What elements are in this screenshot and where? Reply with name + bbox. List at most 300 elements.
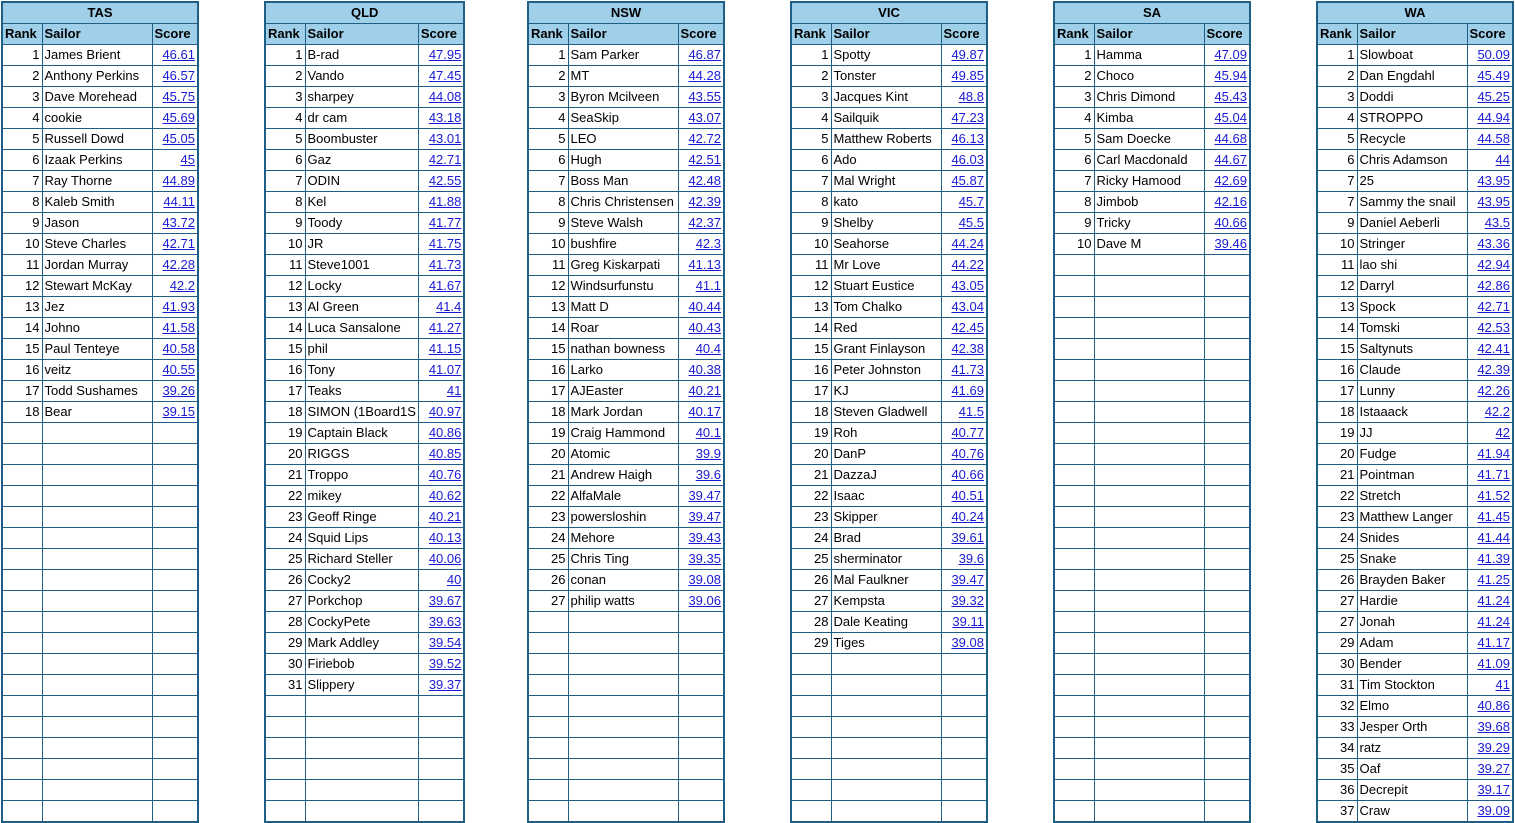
score-cell[interactable]: 41.71 xyxy=(1467,465,1513,486)
sailor-cell: Brad xyxy=(831,528,941,549)
score-cell[interactable]: 42.72 xyxy=(678,129,724,150)
score-cell[interactable]: 43.72 xyxy=(152,213,198,234)
score-cell[interactable]: 39.37 xyxy=(418,675,464,696)
sailor-cell: sherminator xyxy=(831,549,941,570)
score-cell[interactable]: 45 xyxy=(152,150,198,171)
table-row xyxy=(1317,570,1513,591)
score-cell[interactable]: 40.62 xyxy=(418,486,464,507)
score-cell[interactable]: 44.08 xyxy=(418,87,464,108)
score-cell[interactable]: 42.86 xyxy=(1467,276,1513,297)
score-cell[interactable]: 45.05 xyxy=(152,129,198,150)
score-cell[interactable]: 40 xyxy=(418,570,464,591)
table-row xyxy=(265,486,464,507)
table-row xyxy=(265,108,464,129)
score-cell[interactable]: 39.27 xyxy=(1467,759,1513,780)
score-cell[interactable]: 39.54 xyxy=(418,633,464,654)
table-row xyxy=(1054,234,1250,255)
table-row xyxy=(2,129,198,150)
rank-cell xyxy=(2,759,42,780)
score-cell[interactable]: 42.39 xyxy=(1467,360,1513,381)
table-row xyxy=(791,150,987,171)
score-cell xyxy=(152,759,198,780)
score-cell[interactable]: 41.73 xyxy=(941,360,987,381)
score-cell[interactable]: 39.26 xyxy=(152,381,198,402)
score-cell[interactable]: 39.08 xyxy=(941,633,987,654)
rank-cell: 3 xyxy=(265,87,305,108)
sailor-cell: Matthew Roberts xyxy=(831,129,941,150)
sailor-cell xyxy=(42,591,152,612)
score-cell[interactable]: 41.1 xyxy=(678,276,724,297)
score-cell[interactable]: 41.5 xyxy=(941,402,987,423)
score-cell[interactable]: 44.28 xyxy=(678,66,724,87)
score-cell[interactable]: 46.03 xyxy=(941,150,987,171)
score-cell[interactable]: 41.13 xyxy=(678,255,724,276)
rank-cell xyxy=(2,528,42,549)
rank-cell: 1 xyxy=(2,45,42,66)
sailor-cell: Mark Addley xyxy=(305,633,418,654)
score-cell[interactable]: 39.61 xyxy=(941,528,987,549)
score-cell[interactable]: 39.29 xyxy=(1467,738,1513,759)
score-cell[interactable]: 41.17 xyxy=(1467,633,1513,654)
score-cell[interactable]: 42.69 xyxy=(1204,171,1250,192)
rank-cell: 8 xyxy=(1054,192,1094,213)
score-cell[interactable]: 41.45 xyxy=(1467,507,1513,528)
score-cell[interactable]: 39.15 xyxy=(152,402,198,423)
score-cell[interactable]: 42.3 xyxy=(678,234,724,255)
score-cell[interactable]: 39.06 xyxy=(678,591,724,612)
sailor-cell: Tiges xyxy=(831,633,941,654)
rank-cell: 4 xyxy=(791,108,831,129)
rank-cell xyxy=(2,780,42,801)
score-cell[interactable]: 42.39 xyxy=(678,192,724,213)
sailor-cell: Jez xyxy=(42,297,152,318)
score-cell[interactable]: 41.88 xyxy=(418,192,464,213)
score-cell[interactable]: 42.26 xyxy=(1467,381,1513,402)
table-row xyxy=(1054,45,1250,66)
table-row xyxy=(2,633,198,654)
score-cell[interactable]: 45.7 xyxy=(941,192,987,213)
sailor-header: Sailor xyxy=(305,24,418,45)
rank-cell xyxy=(1054,402,1094,423)
table-row xyxy=(1054,738,1250,759)
score-cell[interactable]: 45.75 xyxy=(152,87,198,108)
score-cell[interactable]: 43.05 xyxy=(941,276,987,297)
rank-cell: 18 xyxy=(528,402,568,423)
score-cell[interactable]: 40.66 xyxy=(941,465,987,486)
score-cell[interactable]: 39.09 xyxy=(1467,801,1513,823)
sailor-cell: Claude xyxy=(1357,360,1467,381)
table-row xyxy=(265,654,464,675)
table-row xyxy=(1054,255,1250,276)
score-cell[interactable]: 39.67 xyxy=(418,591,464,612)
rank-cell xyxy=(1054,360,1094,381)
sailor-cell xyxy=(42,780,152,801)
score-cell[interactable]: 43.5 xyxy=(1467,213,1513,234)
score-cell[interactable]: 46.61 xyxy=(152,45,198,66)
rank-cell: 18 xyxy=(2,402,42,423)
score-cell[interactable]: 41.07 xyxy=(418,360,464,381)
score-cell xyxy=(152,717,198,738)
score-cell[interactable]: 39.11 xyxy=(941,612,987,633)
score-cell xyxy=(1204,549,1250,570)
table-row xyxy=(1317,549,1513,570)
table-row xyxy=(2,570,198,591)
score-cell[interactable]: 45.04 xyxy=(1204,108,1250,129)
table-row xyxy=(528,192,724,213)
score-cell[interactable]: 40.44 xyxy=(678,297,724,318)
sailor-cell xyxy=(1094,339,1204,360)
score-cell[interactable]: 41.15 xyxy=(418,339,464,360)
table-row xyxy=(1317,675,1513,696)
score-cell[interactable]: 39.35 xyxy=(678,549,724,570)
score-cell[interactable]: 45.69 xyxy=(152,108,198,129)
score-cell[interactable]: 41.4 xyxy=(418,297,464,318)
rank-cell: 37 xyxy=(1317,801,1357,823)
table-row xyxy=(1054,213,1250,234)
sailor-cell: Darryl xyxy=(1357,276,1467,297)
table-row xyxy=(265,633,464,654)
sailor-cell: Jason xyxy=(42,213,152,234)
score-cell[interactable]: 39.6 xyxy=(678,465,724,486)
sailor-cell: DazzaJ xyxy=(831,465,941,486)
rank-cell: 27 xyxy=(528,591,568,612)
rank-cell: 28 xyxy=(791,612,831,633)
score-cell[interactable]: 41.44 xyxy=(1467,528,1513,549)
score-cell[interactable]: 40.21 xyxy=(418,507,464,528)
sailor-cell xyxy=(42,696,152,717)
score-cell[interactable]: 42.48 xyxy=(678,171,724,192)
score-cell[interactable]: 45.87 xyxy=(941,171,987,192)
sailor-cell: SeaSkip xyxy=(568,108,678,129)
score-cell xyxy=(152,507,198,528)
score-cell xyxy=(152,612,198,633)
score-cell[interactable]: 41 xyxy=(1467,675,1513,696)
sailor-cell: Toody xyxy=(305,213,418,234)
score-cell[interactable]: 43.18 xyxy=(418,108,464,129)
sailor-cell xyxy=(1094,549,1204,570)
rank-cell: 25 xyxy=(528,549,568,570)
score-cell[interactable]: 40.86 xyxy=(1467,696,1513,717)
rank-cell xyxy=(2,444,42,465)
score-cell[interactable]: 41.69 xyxy=(941,381,987,402)
score-cell[interactable]: 41.77 xyxy=(418,213,464,234)
score-cell[interactable]: 41.58 xyxy=(152,318,198,339)
score-cell[interactable]: 41.25 xyxy=(1467,570,1513,591)
score-cell[interactable]: 44.11 xyxy=(152,192,198,213)
score-cell xyxy=(678,696,724,717)
score-cell[interactable]: 43.36 xyxy=(1467,234,1513,255)
score-cell[interactable]: 41.52 xyxy=(1467,486,1513,507)
score-cell[interactable]: 40.1 xyxy=(678,423,724,444)
score-cell[interactable]: 40.86 xyxy=(418,423,464,444)
score-cell[interactable]: 50.09 xyxy=(1467,45,1513,66)
score-cell[interactable]: 41.93 xyxy=(152,297,198,318)
score-cell[interactable]: 43.95 xyxy=(1467,192,1513,213)
rank-cell: 22 xyxy=(528,486,568,507)
score-cell[interactable]: 40.55 xyxy=(152,360,198,381)
rank-cell: 13 xyxy=(2,297,42,318)
score-cell[interactable]: 47.45 xyxy=(418,66,464,87)
rank-cell: 27 xyxy=(791,591,831,612)
score-cell xyxy=(418,801,464,823)
score-cell[interactable]: 39.47 xyxy=(678,507,724,528)
score-cell[interactable]: 42.71 xyxy=(1467,297,1513,318)
rank-header: Rank xyxy=(1054,24,1094,45)
table-row xyxy=(1317,528,1513,549)
sailor-cell: Chris Adamson xyxy=(1357,150,1467,171)
sailor-cell: bushfire xyxy=(568,234,678,255)
score-cell[interactable]: 40.43 xyxy=(678,318,724,339)
score-cell[interactable]: 40.66 xyxy=(1204,213,1250,234)
score-cell[interactable]: 44.67 xyxy=(1204,150,1250,171)
table-row xyxy=(1054,360,1250,381)
score-cell[interactable]: 42.16 xyxy=(1204,192,1250,213)
score-cell[interactable]: 45.43 xyxy=(1204,87,1250,108)
score-cell[interactable]: 45.49 xyxy=(1467,66,1513,87)
table-row xyxy=(1317,591,1513,612)
rank-cell: 15 xyxy=(791,339,831,360)
score-cell[interactable]: 42.71 xyxy=(418,150,464,171)
sailor-cell: Kaleb Smith xyxy=(42,192,152,213)
table-row xyxy=(791,444,987,465)
sailor-header: Sailor xyxy=(1094,24,1204,45)
rank-cell xyxy=(265,780,305,801)
score-cell[interactable]: 47.95 xyxy=(418,45,464,66)
score-cell[interactable]: 42.45 xyxy=(941,318,987,339)
sailor-cell xyxy=(568,633,678,654)
score-cell[interactable]: 41.39 xyxy=(1467,549,1513,570)
score-cell[interactable]: 40.38 xyxy=(678,360,724,381)
sailor-cell: JR xyxy=(305,234,418,255)
score-cell[interactable]: 42.2 xyxy=(152,276,198,297)
score-cell[interactable]: 48.8 xyxy=(941,87,987,108)
rank-cell: 10 xyxy=(265,234,305,255)
score-cell[interactable]: 42.71 xyxy=(152,234,198,255)
table-row xyxy=(1317,696,1513,717)
sailor-cell xyxy=(831,675,941,696)
sailor-cell xyxy=(568,654,678,675)
sailor-cell xyxy=(1094,675,1204,696)
score-cell[interactable]: 42 xyxy=(1467,423,1513,444)
table-row xyxy=(1054,654,1250,675)
sailor-cell xyxy=(305,801,418,823)
table-row xyxy=(1317,423,1513,444)
score-cell[interactable]: 42.55 xyxy=(418,171,464,192)
score-cell[interactable]: 45.25 xyxy=(1467,87,1513,108)
score-cell[interactable]: 43.95 xyxy=(1467,171,1513,192)
rank-cell xyxy=(1054,759,1094,780)
score-cell[interactable]: 44 xyxy=(1467,150,1513,171)
score-cell[interactable]: 46.57 xyxy=(152,66,198,87)
score-cell[interactable]: 40.58 xyxy=(152,339,198,360)
table-row xyxy=(2,444,198,465)
score-cell[interactable]: 41.94 xyxy=(1467,444,1513,465)
rank-cell: 24 xyxy=(791,528,831,549)
score-cell[interactable]: 41.24 xyxy=(1467,591,1513,612)
score-cell[interactable]: 44.68 xyxy=(1204,129,1250,150)
score-cell[interactable]: 47.23 xyxy=(941,108,987,129)
score-cell[interactable]: 39.17 xyxy=(1467,780,1513,801)
sailor-cell: Red xyxy=(831,318,941,339)
score-cell[interactable]: 42.2 xyxy=(1467,402,1513,423)
sailor-cell: Gaz xyxy=(305,150,418,171)
score-cell[interactable]: 39.32 xyxy=(941,591,987,612)
score-cell[interactable]: 45.94 xyxy=(1204,66,1250,87)
score-cell[interactable]: 43.04 xyxy=(941,297,987,318)
score-cell[interactable]: 39.46 xyxy=(1204,234,1250,255)
sailor-cell xyxy=(42,486,152,507)
score-cell[interactable]: 39.47 xyxy=(941,570,987,591)
score-cell[interactable]: 40.24 xyxy=(941,507,987,528)
rank-cell xyxy=(1054,675,1094,696)
rank-cell: 8 xyxy=(791,192,831,213)
score-cell[interactable]: 40.17 xyxy=(678,402,724,423)
score-cell[interactable]: 49.85 xyxy=(941,66,987,87)
score-cell[interactable]: 40.21 xyxy=(678,381,724,402)
table-row xyxy=(265,129,464,150)
rank-cell: 13 xyxy=(791,297,831,318)
sailor-cell: Mr Love xyxy=(831,255,941,276)
score-cell[interactable]: 43.07 xyxy=(678,108,724,129)
table-row xyxy=(528,150,724,171)
score-cell[interactable]: 41.09 xyxy=(1467,654,1513,675)
score-cell xyxy=(152,738,198,759)
table-row xyxy=(791,318,987,339)
score-cell xyxy=(152,591,198,612)
score-cell[interactable]: 39.47 xyxy=(678,486,724,507)
score-cell[interactable]: 41 xyxy=(418,381,464,402)
score-cell xyxy=(678,801,724,823)
sailor-cell: Brayden Baker xyxy=(1357,570,1467,591)
rank-cell: 4 xyxy=(265,108,305,129)
score-cell[interactable]: 40.97 xyxy=(418,402,464,423)
sailor-cell xyxy=(1094,381,1204,402)
score-cell[interactable]: 39.6 xyxy=(941,549,987,570)
rank-cell: 10 xyxy=(1054,234,1094,255)
table-row xyxy=(791,66,987,87)
rank-cell xyxy=(1054,381,1094,402)
score-cell[interactable]: 39.08 xyxy=(678,570,724,591)
rank-cell: 9 xyxy=(265,213,305,234)
score-cell[interactable]: 43.01 xyxy=(418,129,464,150)
score-cell[interactable]: 41.75 xyxy=(418,234,464,255)
rank-cell xyxy=(528,759,568,780)
sailor-cell: Carl Macdonald xyxy=(1094,150,1204,171)
score-cell[interactable]: 46.87 xyxy=(678,45,724,66)
table-row xyxy=(1317,234,1513,255)
rank-cell: 21 xyxy=(1317,465,1357,486)
score-cell[interactable]: 40.4 xyxy=(678,339,724,360)
sailor-cell xyxy=(831,801,941,823)
score-cell[interactable]: 42.41 xyxy=(1467,339,1513,360)
state-title: WA xyxy=(1317,2,1513,24)
score-cell[interactable]: 40.77 xyxy=(941,423,987,444)
table-row xyxy=(528,444,724,465)
rank-cell: 19 xyxy=(528,423,568,444)
table-row xyxy=(1317,486,1513,507)
score-cell[interactable]: 41.67 xyxy=(418,276,464,297)
score-cell[interactable]: 40.13 xyxy=(418,528,464,549)
score-cell[interactable]: 45.5 xyxy=(941,213,987,234)
table-row xyxy=(265,717,464,738)
rank-cell: 8 xyxy=(528,192,568,213)
score-cell[interactable]: 41.73 xyxy=(418,255,464,276)
sailor-cell: philip watts xyxy=(568,591,678,612)
score-cell[interactable]: 44.58 xyxy=(1467,129,1513,150)
table-row xyxy=(2,108,198,129)
rank-cell: 11 xyxy=(791,255,831,276)
rank-cell xyxy=(528,696,568,717)
score-cell[interactable]: 41.24 xyxy=(1467,612,1513,633)
rank-cell: 33 xyxy=(1317,717,1357,738)
sailor-cell: RIGGS xyxy=(305,444,418,465)
score-cell[interactable]: 39.63 xyxy=(418,612,464,633)
table-row xyxy=(791,696,987,717)
score-cell[interactable]: 41.27 xyxy=(418,318,464,339)
table-row xyxy=(791,360,987,381)
table-row xyxy=(1054,87,1250,108)
rank-cell: 29 xyxy=(1317,633,1357,654)
score-cell[interactable]: 39.68 xyxy=(1467,717,1513,738)
score-cell[interactable]: 42.37 xyxy=(678,213,724,234)
score-cell[interactable]: 49.87 xyxy=(941,45,987,66)
sailor-cell xyxy=(1094,360,1204,381)
score-cell[interactable]: 46.13 xyxy=(941,129,987,150)
score-cell[interactable]: 42.38 xyxy=(941,339,987,360)
score-cell[interactable]: 39.52 xyxy=(418,654,464,675)
score-cell[interactable]: 42.51 xyxy=(678,150,724,171)
sailor-cell: Istaaack xyxy=(1357,402,1467,423)
rank-cell: 14 xyxy=(265,318,305,339)
score-cell xyxy=(1204,675,1250,696)
table-row xyxy=(2,297,198,318)
rank-cell: 15 xyxy=(1317,339,1357,360)
sailor-cell: Mark Jordan xyxy=(568,402,678,423)
score-cell xyxy=(1204,801,1250,823)
sailor-header: Sailor xyxy=(42,24,152,45)
sailor-cell xyxy=(42,738,152,759)
sailor-cell: Doddi xyxy=(1357,87,1467,108)
score-cell[interactable]: 44.94 xyxy=(1467,108,1513,129)
score-cell[interactable]: 40.51 xyxy=(941,486,987,507)
rank-cell xyxy=(1054,717,1094,738)
score-cell[interactable]: 40.76 xyxy=(418,465,464,486)
score-cell[interactable]: 43.55 xyxy=(678,87,724,108)
score-cell[interactable]: 44.89 xyxy=(152,171,198,192)
score-cell[interactable]: 39.43 xyxy=(678,528,724,549)
score-cell[interactable]: 39.9 xyxy=(678,444,724,465)
rank-cell: 11 xyxy=(528,255,568,276)
score-cell[interactable]: 42.28 xyxy=(152,255,198,276)
rank-cell: 36 xyxy=(1317,780,1357,801)
sailor-cell: Mal Wright xyxy=(831,171,941,192)
score-cell[interactable]: 42.53 xyxy=(1467,318,1513,339)
rank-cell xyxy=(1054,276,1094,297)
score-cell[interactable]: 47.09 xyxy=(1204,45,1250,66)
score-cell[interactable]: 40.06 xyxy=(418,549,464,570)
score-cell[interactable]: 44.24 xyxy=(941,234,987,255)
sailor-cell xyxy=(568,801,678,823)
score-cell[interactable]: 42.94 xyxy=(1467,255,1513,276)
sailor-cell: phil xyxy=(305,339,418,360)
score-cell[interactable]: 40.76 xyxy=(941,444,987,465)
score-cell xyxy=(1204,339,1250,360)
score-cell[interactable]: 40.85 xyxy=(418,444,464,465)
table-row xyxy=(528,696,724,717)
table-row xyxy=(265,696,464,717)
score-cell[interactable]: 44.22 xyxy=(941,255,987,276)
score-cell xyxy=(152,465,198,486)
